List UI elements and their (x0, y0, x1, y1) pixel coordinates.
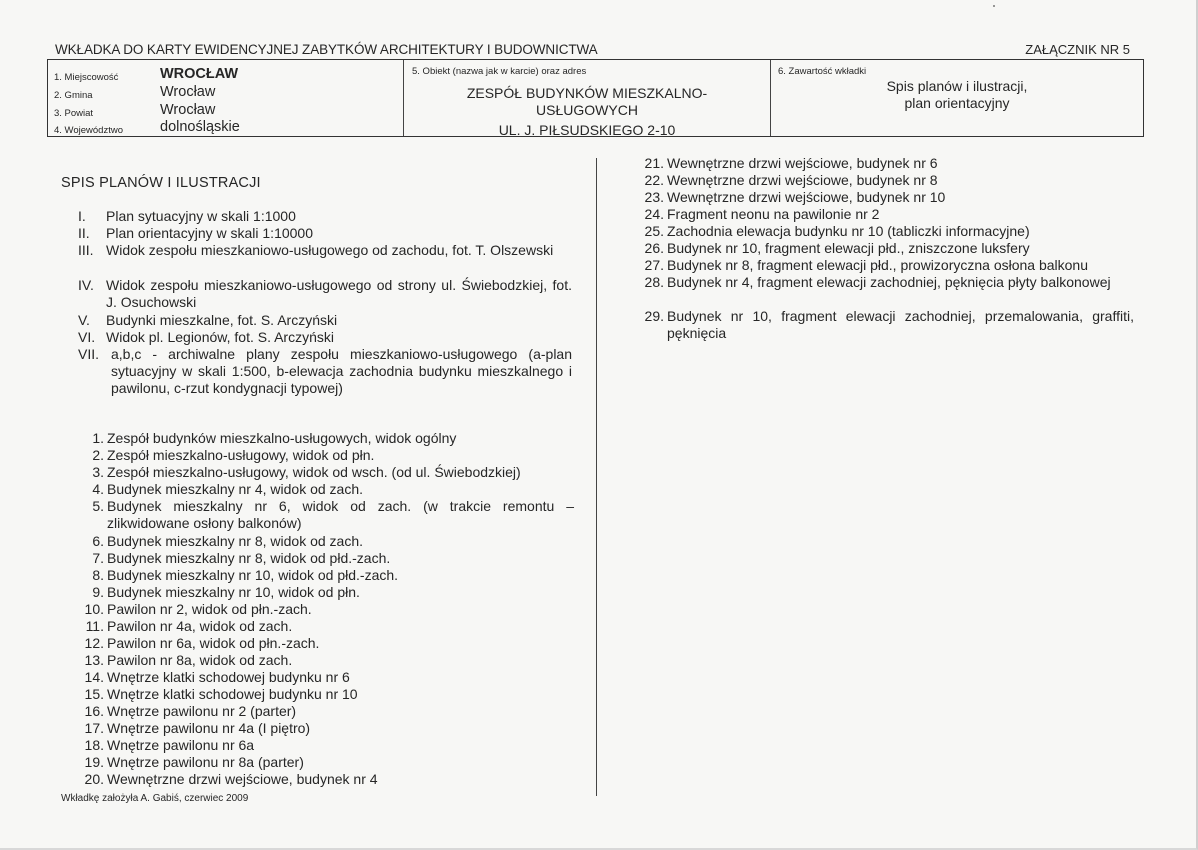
list-item-text: Budynek nr 8, fragment elewacji płd., prowizoryczna osłona balkonu (667, 257, 1089, 273)
list-item-text: Wnętrze pawilonu nr 8a (parter) (107, 754, 304, 770)
footer-note: Wkładkę założyła A. Gabiś, czerwiec 2009 (61, 793, 249, 804)
list-item-text: Wewnętrzne drzwi wejściowe, budynek nr 6 (667, 155, 938, 171)
location-value-1: WROCŁAW (160, 66, 239, 82)
list-item-number: 24. (644, 206, 664, 222)
list-item-number: 15. (84, 686, 104, 702)
roman-item-number: VI. (78, 329, 96, 345)
list-item-text: Wnętrze pawilonu nr 4a (I piętro) (107, 720, 311, 736)
list-item-number: 20. (84, 771, 104, 787)
list-item-number: 16. (84, 703, 104, 719)
roman-item-text: Widok zespołu mieszkaniowo-usługowego od strony ul. Świebodzkiej, fot. J. Osuchowski (106, 277, 572, 310)
list-item-number: 5. (92, 498, 104, 514)
roman-item-text: Widok pl. Legionów, fot. S. Arczyński (106, 329, 334, 345)
list-item-text: Wnętrze pawilonu nr 6a (107, 737, 255, 753)
list-item-number: 9. (92, 584, 104, 600)
list-item-number: 29. (644, 308, 664, 324)
list-item-number: 14. (84, 669, 104, 685)
list-item-number: 10. (84, 601, 104, 617)
roman-item-number: I. (78, 208, 86, 224)
list-item-text: Budynek mieszkalny nr 8, widok od płd.-zach. (107, 550, 391, 566)
list-item-number: 7. (92, 550, 104, 566)
object-name-line2: USŁUGOWYCH (536, 102, 638, 118)
contents-line1: Spis planów i ilustracji, (886, 78, 1028, 94)
roman-item-number: II. (78, 225, 90, 241)
list-item-text: Budynek mieszkalny nr 4, widok od zach. (107, 481, 364, 497)
list-item-text: Wnętrze klatki schodowej budynku nr 6 (107, 669, 350, 685)
object-name-line1: ZESPÓŁ BUDYNKÓW MIESZKALNO- (466, 85, 708, 101)
list-item-text: Fragment neonu na pawilonie nr 2 (667, 206, 880, 222)
location-value-3: Wrocław (160, 102, 216, 118)
list-item-number: 19. (84, 754, 104, 770)
list-item-text: Pawilon nr 8a, widok od zach. (107, 652, 293, 668)
location-label-3: 3. Powiat (54, 108, 94, 119)
list-item-text: Wewnętrzne drzwi wejściowe, budynek nr 8 (667, 172, 938, 188)
list-item-text: Wewnętrzne drzwi wejściowe, budynek nr 10 (667, 189, 946, 205)
list-item-number: 26. (644, 240, 664, 256)
list-item-text: Wnętrze pawilonu nr 2 (parter) (107, 703, 297, 719)
form-title: WKŁADKA DO KARTY EWIDENCYJNEJ ZABYTKÓW ARCHITEKTURY I BUDOWNICTWA (55, 42, 598, 57)
list-item-number: 1. (92, 430, 104, 446)
location-label-2: 2. Gmina (54, 90, 93, 101)
list-item-number: 13. (84, 652, 104, 668)
list-item-text: Budynek mieszkalny nr 6, widok od zach. (w trakcie remontu – zlikwidowane osłony balkonów) (107, 498, 574, 531)
list-item-text: Wewnętrzne drzwi wejściowe, budynek nr 4 (107, 771, 378, 787)
list-item-number: 18. (84, 737, 104, 753)
list-item-number: 8. (92, 567, 104, 583)
object-label: 5. Obiekt (nazwa jak w karcie) oraz adres (412, 66, 587, 77)
list-item-number: 3. (92, 464, 104, 480)
annex-label: ZAŁĄCZNIK NR 5 (1025, 42, 1130, 57)
list-item-number: 25. (644, 223, 664, 239)
list-item-number: 11. (85, 618, 104, 634)
column-divider (596, 158, 597, 796)
location-label-1: 1. Miejscowość (54, 72, 119, 83)
list-item-text: Budynek mieszkalny nr 10, widok od płn. (107, 584, 360, 600)
list-item-number: 21. (644, 155, 664, 171)
list-item-number: 12. (84, 635, 104, 651)
list-item-text: Budynek nr 4, fragment elewacji zachodniej, pęknięcia płyty balkonowej (667, 274, 1111, 290)
header-box (47, 59, 1144, 137)
list-item-number: 6. (92, 533, 104, 549)
roman-item-number: III. (78, 242, 94, 258)
roman-item-text: Plan orientacyjny w skali 1:10000 (106, 225, 314, 241)
roman-item-number: V. (78, 312, 90, 328)
list-item-number: 4. (92, 481, 104, 497)
list-item-text: Pawilon nr 6a, widok od płn.-zach. (107, 635, 320, 651)
roman-item-text: Widok zespołu mieszkaniowo-usługowego od zachodu, fot. T. Olszewski (106, 242, 554, 258)
list-item-number: 28. (644, 274, 664, 290)
location-value-4: dolnośląskie (160, 119, 240, 135)
list-item-text: Budynek mieszkalny nr 8, widok od zach. (107, 533, 364, 549)
roman-item-text: a,b,c - archiwalne plany zespołu mieszkaniowo-usługowego (a-plan sytuacyjny w skali 1:500, b-elewacja zachodnia budynku mieszkalnego i pawilonu, c-rzut kondygnacji typowej) (111, 346, 572, 396)
list-item-text: Pawilon nr 4a, widok od zach. (107, 618, 293, 634)
section-title: SPIS PLANÓW I ILUSTRACJI (61, 175, 261, 191)
list-item-text: Zespół mieszkalno-usługowy, widok od wsch. (od ul. Świebodzkiej) (107, 464, 521, 480)
list-item-number: 22. (644, 172, 664, 188)
location-value-2: Wrocław (160, 84, 216, 100)
list-item-text: Pawilon nr 2, widok od płn.-zach. (107, 601, 312, 617)
list-item-text: Zespół budynków mieszkalno-usługowych, widok ogólny (107, 430, 457, 446)
roman-item-text: Budynki mieszkalne, fot. S. Arczyński (106, 312, 338, 328)
contents-line2: plan orientacyjny (904, 95, 1010, 111)
contents-label: 6. Zawartość wkładki (778, 66, 867, 77)
list-item-text: Budynek nr 10, fragment elewacji zachodniej, przemalowania, graffiti, pęknięcia (667, 308, 1134, 341)
location-label-4: 4. Województwo (54, 125, 123, 136)
list-item-text: Zachodnia elewacja budynku nr 10 (tabliczki informacyjne) (667, 223, 1030, 239)
object-address: UL. J. PIŁSUDSKIEGO 2-10 (498, 122, 676, 138)
list-item-text: Zespół mieszkalno-usługowy, widok od płn. (107, 447, 375, 463)
list-item-text: Budynek nr 10, fragment elewacji płd., zniszczone luksfery (667, 240, 1030, 256)
list-item-text: Wnętrze klatki schodowej budynku nr 10 (107, 686, 358, 702)
list-item-number: 17. (84, 720, 104, 736)
scan-speck (993, 5, 995, 7)
roman-item-number: VII. (78, 346, 100, 362)
list-item-text: Budynek mieszkalny nr 10, widok od płd.-zach. (107, 567, 399, 583)
list-item-number: 2. (92, 447, 104, 463)
roman-item-number: IV. (78, 277, 94, 293)
list-item-number: 23. (644, 189, 664, 205)
roman-item-text: Plan sytuacyjny w skali 1:1000 (106, 208, 296, 224)
list-item-number: 27. (644, 257, 664, 273)
